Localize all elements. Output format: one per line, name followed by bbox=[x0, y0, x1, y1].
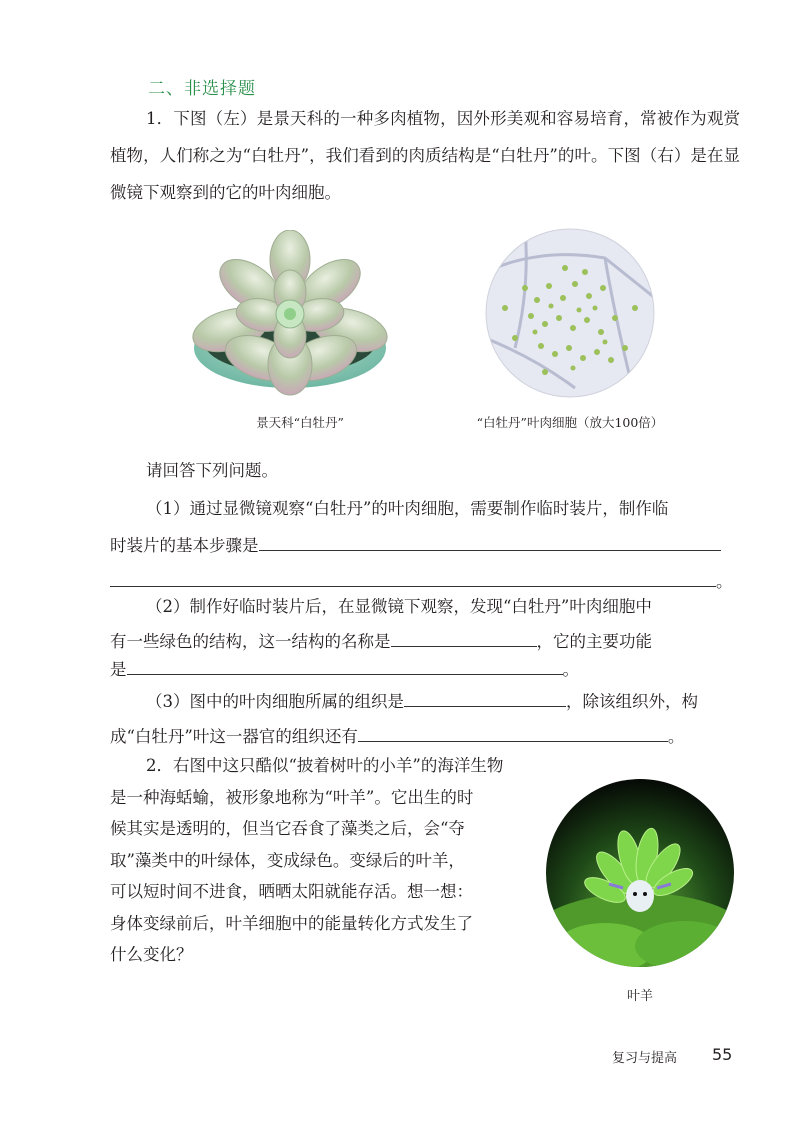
subquestion-2-line-a: （2）制作好临时装片后，在显微镜下观察，发现“白牡丹”叶肉细胞中 bbox=[146, 597, 652, 616]
leaf-sheep-photo bbox=[545, 778, 735, 968]
subquestion-2-text-end: 是 bbox=[110, 660, 127, 679]
subquestion-2-text: 有一些绿色的结构，这一结构的名称是 bbox=[110, 632, 391, 651]
answer-blank-2b[interactable] bbox=[127, 673, 563, 675]
leaf-cells-micrograph bbox=[485, 228, 655, 398]
caption-leaf-sheep: 叶羊 bbox=[626, 989, 653, 1004]
subquestion-3-text-mid: ，除该组织外，构 bbox=[566, 692, 698, 711]
subquestion-3-text: （3）图中的叶肉细胞所属的组织是 bbox=[146, 692, 404, 711]
subquestion-1-text: 时装片的基本步骤是 bbox=[110, 536, 259, 555]
period: 。 bbox=[667, 727, 685, 746]
section-title: 二、非选择题 bbox=[148, 79, 256, 99]
answer-blank-3b[interactable] bbox=[358, 740, 668, 742]
subquestion-1-line-b bbox=[110, 527, 740, 564]
question-2-line: 什么变化？ bbox=[110, 945, 193, 964]
answer-blank-1b[interactable] bbox=[110, 585, 716, 587]
footer-chapter: 复习与提高 bbox=[612, 1051, 678, 1066]
question-1-intro: 1．下图（左）是景天科的一种多肉植物，因外形美观和容易培育，常被作为观赏植物，人们称之为“白牡丹”，我们看到的肉质结构是“白牡丹”的叶。下图（右）是在显微镜下观察到的它的叶肉细胞。 bbox=[110, 109, 740, 202]
subquestion-1-line-a: （1）通过显微镜观察“白牡丹”的叶肉细胞，需要制作临时装片，制作临 bbox=[146, 499, 669, 518]
question-2-line: 候其实是透明的，但当它吞食了藻类之后，会“夺 bbox=[110, 819, 465, 838]
caption-right: “白牡丹”叶肉细胞（放大100倍） bbox=[476, 415, 664, 430]
question-2-line: 是一种海蛞蝓，被形象地称为“叶羊”。它出生的时 bbox=[110, 787, 474, 807]
question-2-line: 身体变绿前后，叶羊细胞中的能量转化方式发生了 bbox=[110, 913, 473, 933]
question-2-line: 取”藻类中的叶绿体，变成绿色。变绿后的叶羊， bbox=[110, 850, 465, 870]
subquestion-3-text-end: 成“白牡丹”叶这一器官的组织还有 bbox=[110, 727, 358, 746]
subquestion-2-text-mid: ，它的主要功能 bbox=[536, 632, 652, 651]
period: 。 bbox=[716, 572, 733, 591]
answer-blank-2a[interactable] bbox=[391, 645, 537, 647]
question-2-line: 2．右图中这只酷似“披着树叶的小羊”的海洋生物 bbox=[146, 756, 504, 775]
succulent-photo bbox=[190, 230, 400, 405]
question-2-line: 可以短时间不进食，晒晒太阳就能存活。想一想： bbox=[110, 882, 473, 901]
period: 。 bbox=[562, 660, 579, 679]
page-number: 55 bbox=[712, 1045, 733, 1064]
caption-left: 景天科“白牡丹” bbox=[256, 415, 344, 430]
answer-blank-3a[interactable] bbox=[404, 705, 566, 707]
question-1-prompt: 请回答下列问题。 bbox=[146, 461, 278, 480]
answer-blank-1a[interactable] bbox=[259, 549, 721, 551]
subquestion-3-line-a bbox=[110, 683, 740, 720]
question-2-text bbox=[110, 750, 580, 971]
